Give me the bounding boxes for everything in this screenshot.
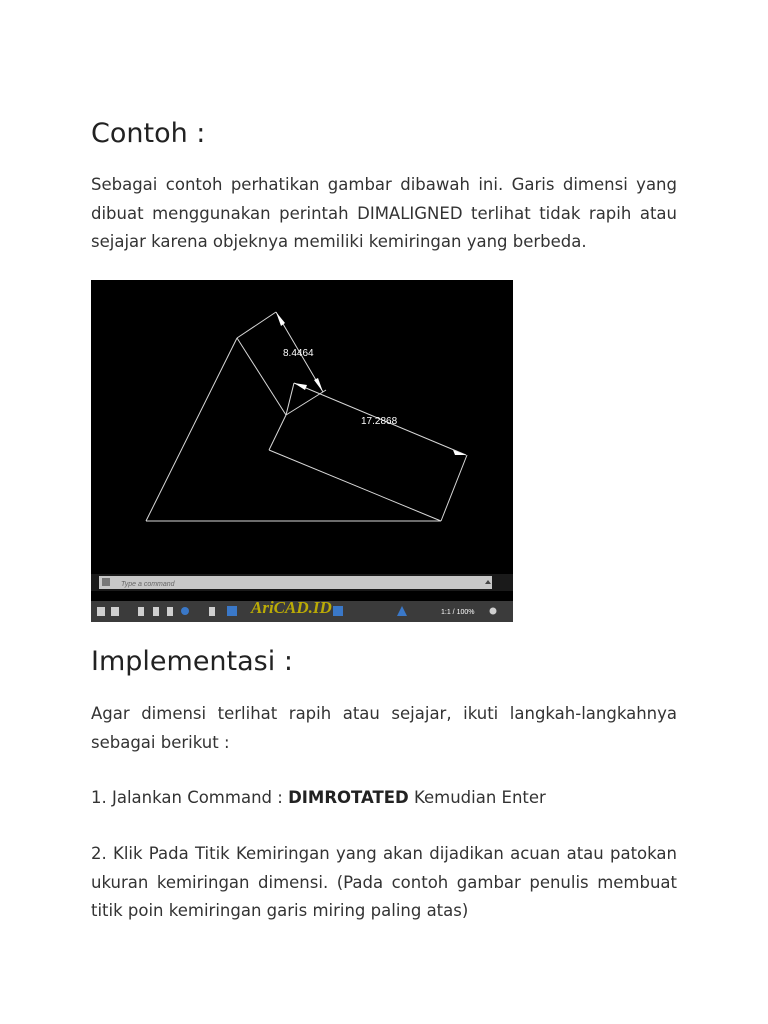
step-1-suffix: Kemudian Enter <box>408 788 546 807</box>
command-icon <box>102 578 110 586</box>
ext-line-1a <box>237 312 276 338</box>
step-2: 2. Klik Pada Titik Kemiringan yang akan dijadikan acuan atau patokan ukuran kemiringan dimensi. (Pada contoh gambar penulis membuat titik poin kemiringan garis miring paling atas) <box>91 844 677 920</box>
arrowhead-2a <box>294 383 307 390</box>
arrowhead-1b <box>314 378 323 392</box>
ortho-icon[interactable] <box>153 607 159 616</box>
watermark: AriCAD.ID <box>251 598 332 617</box>
ext-line-2b <box>441 455 467 521</box>
cad-screenshot <box>91 280 513 622</box>
heading-contoh: Contoh : <box>91 118 206 149</box>
isodraft-icon[interactable] <box>181 607 189 615</box>
model-grid-icon[interactable] <box>97 607 105 616</box>
command-placeholder: Type a command <box>121 581 175 588</box>
step-1-prefix: 1. Jalankan Command : <box>91 788 289 807</box>
step-1 <box>91 784 677 813</box>
dim-label-2: 17.2868 <box>361 416 398 427</box>
annotation-scale-icon[interactable] <box>333 606 343 616</box>
scale-readout[interactable]: 1:1 / 100% <box>441 609 475 616</box>
paragraph-intro: Sebagai contoh perhatikan gambar dibawah ini. Garis dimensi yang dibuat menggunakan perintah DIMALIGNED terlihat tidak rapih atau sejajar karena objeknya memiliki kemiringan yang berbeda. <box>91 175 677 251</box>
dim-label-1: 8.4464 <box>283 348 314 359</box>
snap-icon[interactable] <box>138 607 144 616</box>
edge-lower-slant <box>269 450 441 521</box>
edge-upper-slant <box>237 338 286 415</box>
gear-icon[interactable] <box>490 608 497 615</box>
paragraph-implementasi: Agar dimensi terlihat rapih atau sejajar, ikuti langkah-langkahnya sebagai berikut : <box>91 704 677 752</box>
arrowhead-1a <box>276 312 285 326</box>
object-track-icon[interactable] <box>227 606 237 616</box>
cad-drawing <box>91 280 513 622</box>
polar-icon[interactable] <box>167 607 173 616</box>
edge-left <box>146 338 237 521</box>
grid-icon[interactable] <box>111 607 119 616</box>
heading-implementasi: Implementasi : <box>91 646 293 677</box>
edge-notch <box>269 415 286 450</box>
osnap-icon[interactable] <box>209 607 215 616</box>
step-1-command: DIMROTATED <box>288 788 409 807</box>
